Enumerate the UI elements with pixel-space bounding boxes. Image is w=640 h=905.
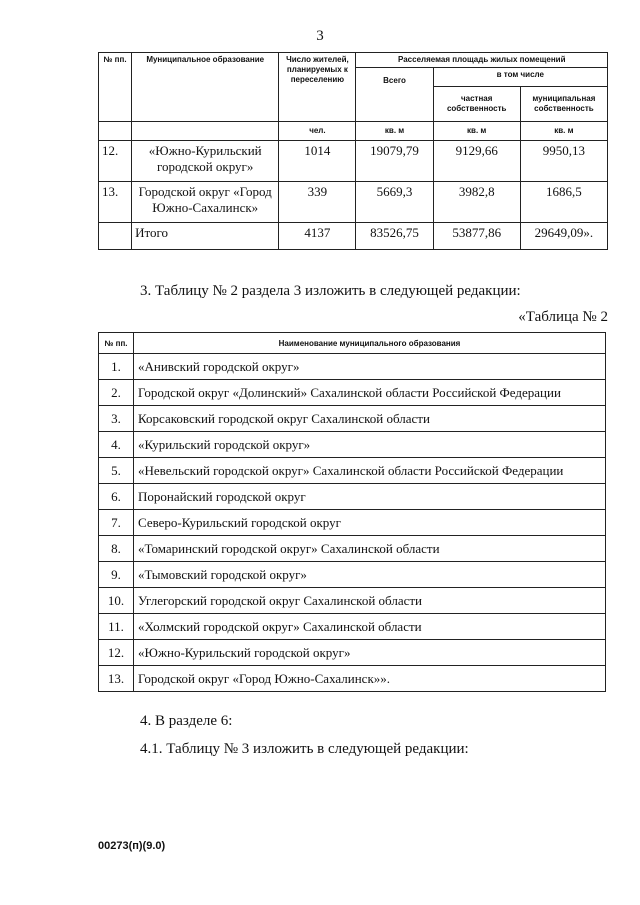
col-header-name: Наименование муниципального образования bbox=[134, 333, 606, 354]
row-num: 13. bbox=[99, 182, 132, 223]
table-row bbox=[99, 510, 606, 536]
row-private: 53877,86 bbox=[433, 223, 520, 250]
row-num: 9. bbox=[99, 562, 134, 588]
unit-cell-empty bbox=[99, 122, 132, 141]
col-header-num: № пп. bbox=[99, 333, 134, 354]
col-header-total: Всего bbox=[356, 68, 433, 122]
unit-total: кв. м bbox=[356, 122, 433, 141]
row-private: 9129,66 bbox=[433, 141, 520, 182]
row-name: Итого bbox=[132, 223, 279, 250]
unit-private: кв. м bbox=[433, 122, 520, 141]
row-name: Поронайский городской округ bbox=[134, 484, 606, 510]
row-total: 83526,75 bbox=[356, 223, 433, 250]
table-row bbox=[99, 614, 606, 640]
row-residents: 339 bbox=[279, 182, 356, 223]
table-row bbox=[99, 432, 606, 458]
row-name: Городской округ «Город Южно-Сахалинск» bbox=[132, 182, 279, 223]
row-num: 3. bbox=[99, 406, 134, 432]
row-name: Корсаковский городской округ Сахалинской области bbox=[134, 406, 606, 432]
resettlement-table bbox=[98, 52, 608, 250]
municipalities-table bbox=[98, 332, 606, 692]
row-name: Городской округ «Город Южно-Сахалинск»». bbox=[134, 666, 606, 692]
row-name: Городской округ «Долинский» Сахалинской области Российской Федерации bbox=[134, 380, 606, 406]
row-total: 5669,3 bbox=[356, 182, 433, 223]
row-name: «Томаринский городской округ» Сахалинской области bbox=[134, 536, 606, 562]
table-row bbox=[99, 588, 606, 614]
col-header-municipal: муниципальная собственность bbox=[520, 87, 607, 122]
row-name: «Курильский городской округ» bbox=[134, 432, 606, 458]
row-num: 13. bbox=[99, 666, 134, 692]
row-name: «Южно-Курильский городской округ» bbox=[134, 640, 606, 666]
row-municipal: 9950,13 bbox=[520, 141, 607, 182]
table-row bbox=[99, 182, 608, 223]
col-header-name: Муниципальное образование bbox=[132, 53, 279, 122]
row-num: 4. bbox=[99, 432, 134, 458]
row-num bbox=[99, 223, 132, 250]
paragraph-4: 4. В разделе 6: bbox=[140, 713, 233, 729]
row-num: 5. bbox=[99, 458, 134, 484]
row-municipal: 29649,09». bbox=[520, 223, 607, 250]
row-num: 8. bbox=[99, 536, 134, 562]
table-row bbox=[99, 536, 606, 562]
row-private: 3982,8 bbox=[433, 182, 520, 223]
row-num: 2. bbox=[99, 380, 134, 406]
row-num: 1. bbox=[99, 354, 134, 380]
row-name: Северо-Курильский городской округ bbox=[134, 510, 606, 536]
table-row bbox=[99, 141, 608, 182]
col-header-residents: Число жителей, планируемых к переселению bbox=[279, 53, 356, 122]
unit-municipal: кв. м bbox=[520, 122, 607, 141]
table-row bbox=[99, 380, 606, 406]
table-row bbox=[99, 458, 606, 484]
col-header-area: Расселяемая площадь жилых помещений bbox=[356, 53, 608, 68]
row-name: «Южно-Курильский городской округ» bbox=[132, 141, 279, 182]
row-name: «Невельский городской округ» Сахалинской области Российской Федерации bbox=[134, 458, 606, 484]
unit-cell-empty bbox=[132, 122, 279, 141]
row-num: 12. bbox=[99, 141, 132, 182]
unit-residents: чел. bbox=[279, 122, 356, 141]
row-name: Углегорский городской округ Сахалинской области bbox=[134, 588, 606, 614]
row-num: 11. bbox=[99, 614, 134, 640]
table-row bbox=[99, 354, 606, 380]
table-row bbox=[99, 484, 606, 510]
row-residents: 4137 bbox=[279, 223, 356, 250]
paragraph-3: 3. Таблицу № 2 раздела 3 изложить в следующей редакции: bbox=[140, 283, 521, 299]
row-num: 7. bbox=[99, 510, 134, 536]
table-row bbox=[99, 666, 606, 692]
col-header-including: в том числе bbox=[433, 68, 607, 87]
table-row bbox=[99, 562, 606, 588]
row-residents: 1014 bbox=[279, 141, 356, 182]
row-name: «Анивский городской округ» bbox=[134, 354, 606, 380]
row-name: «Тымовский городской округ» bbox=[134, 562, 606, 588]
table-2-label: «Таблица № 2 bbox=[518, 309, 608, 325]
row-num: 10. bbox=[99, 588, 134, 614]
paragraph-4-1: 4.1. Таблицу № 3 изложить в следующей редакции: bbox=[140, 741, 469, 757]
row-municipal: 1686,5 bbox=[520, 182, 607, 223]
row-num: 12. bbox=[99, 640, 134, 666]
row-num: 6. bbox=[99, 484, 134, 510]
table-row bbox=[99, 640, 606, 666]
table-row bbox=[99, 406, 606, 432]
col-header-num: № пп. bbox=[99, 53, 132, 122]
document-code: 00273(п)(9.0) bbox=[98, 840, 166, 852]
table-row-total bbox=[99, 223, 608, 250]
row-name: «Холмский городской округ» Сахалинской области bbox=[134, 614, 606, 640]
row-total: 19079,79 bbox=[356, 141, 433, 182]
col-header-private: частная собственность bbox=[433, 87, 520, 122]
page-number: 3 bbox=[316, 28, 324, 44]
